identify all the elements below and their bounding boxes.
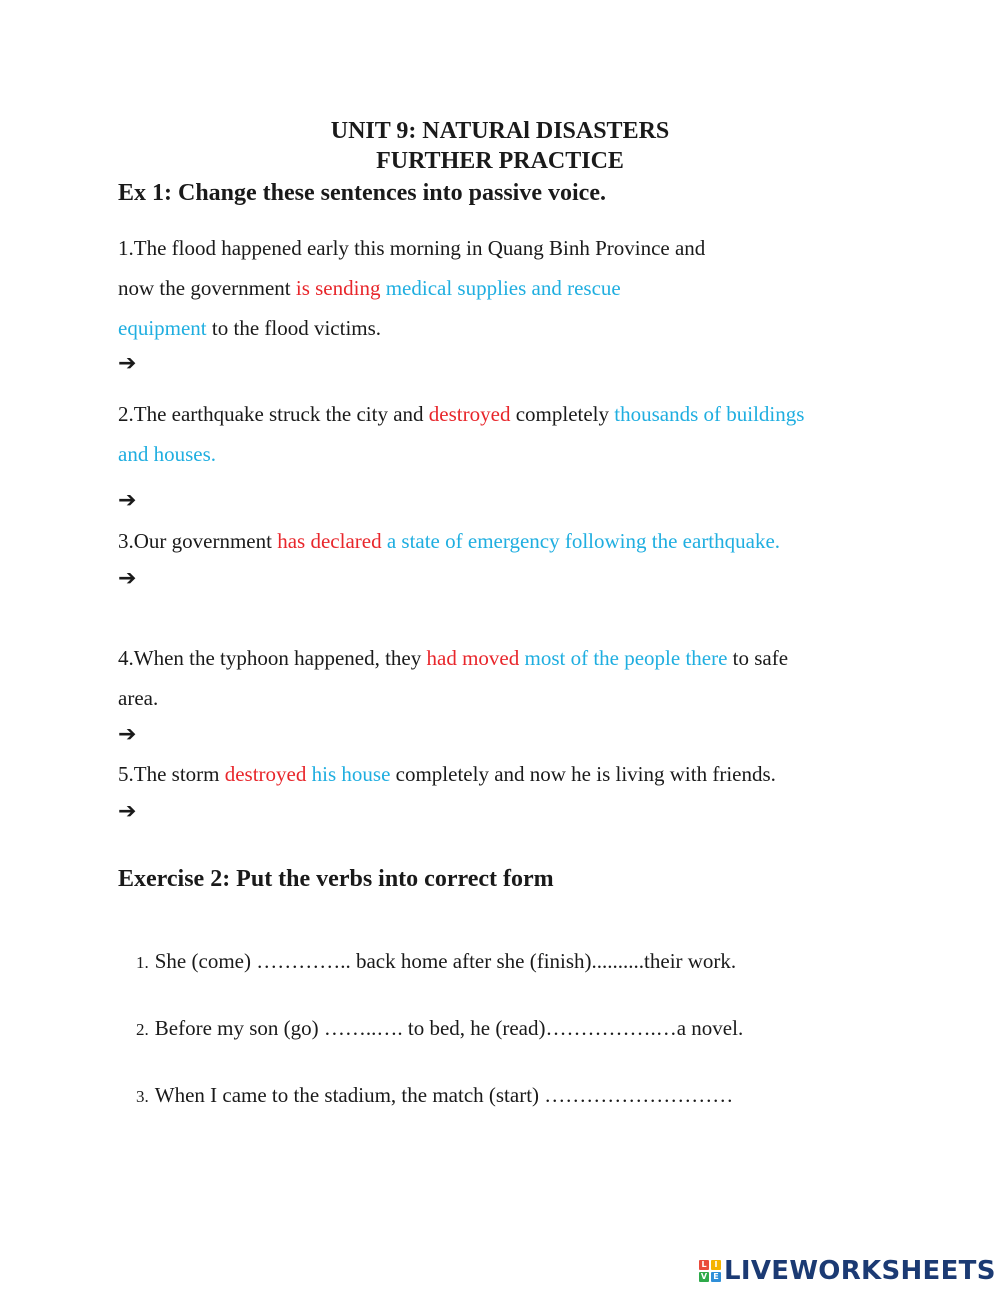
answer-arrow-icon: ➔	[118, 351, 137, 376]
worksheet-subtitle: FURTHER PRACTICE	[376, 148, 624, 174]
exercise-2-heading: Exercise 2: Put the verbs into correct form	[118, 866, 554, 892]
logo-tile: E	[711, 1272, 721, 1282]
q5-line: 5.The storm destroyed his house completely and now he is living with friends.	[118, 762, 776, 786]
liveworksheets-logo	[699, 1256, 996, 1286]
q2-line-1: 2.The earthquake struck the city and destroyed completely thousands of buildings	[118, 402, 805, 426]
q2-line-2: and houses.	[118, 442, 216, 466]
q3-line: 3.Our government has declared a state of emergency following the earthquake.	[118, 529, 781, 553]
logo-tiles-icon	[699, 1260, 721, 1282]
answer-arrow-icon: ➔	[118, 488, 137, 513]
q1-line-1: 1.The flood happened early this morning in Quang Binh Province and	[118, 236, 706, 260]
q4-line-1: 4.When the typhoon happened, they had moved most of the people there to safe	[118, 646, 789, 670]
answer-arrow-icon: ➔	[118, 799, 137, 824]
logo-text: LIVEWORKSHEETS	[724, 1256, 996, 1286]
q4-line-2: area.	[118, 686, 159, 710]
logo-tile: I	[711, 1260, 721, 1270]
exercise-2-item: 1. She (come) ………….. back home after she (finish)..........their work.	[136, 949, 737, 973]
exercise-1-heading: Ex 1: Change these sentences into passive voice.	[118, 180, 606, 206]
answer-arrow-icon: ➔	[118, 722, 137, 747]
q1-line-3: equipment to the flood victims.	[118, 316, 382, 340]
exercise-2-item: 2. Before my son (go) ……..…. to bed, he (read)…………….…a novel.	[136, 1016, 744, 1040]
logo-tile: V	[700, 1272, 708, 1281]
answer-arrow-icon: ➔	[118, 566, 137, 591]
exercise-2-item: 3. When I came to the stadium, the match (start) ………………………	[136, 1083, 734, 1107]
worksheet-title: UNIT 9: NATURAl DISASTERS	[330, 118, 670, 144]
q1-line-2: now the government is sending medical supplies and rescue	[118, 276, 621, 300]
logo-tile: L	[699, 1260, 709, 1270]
